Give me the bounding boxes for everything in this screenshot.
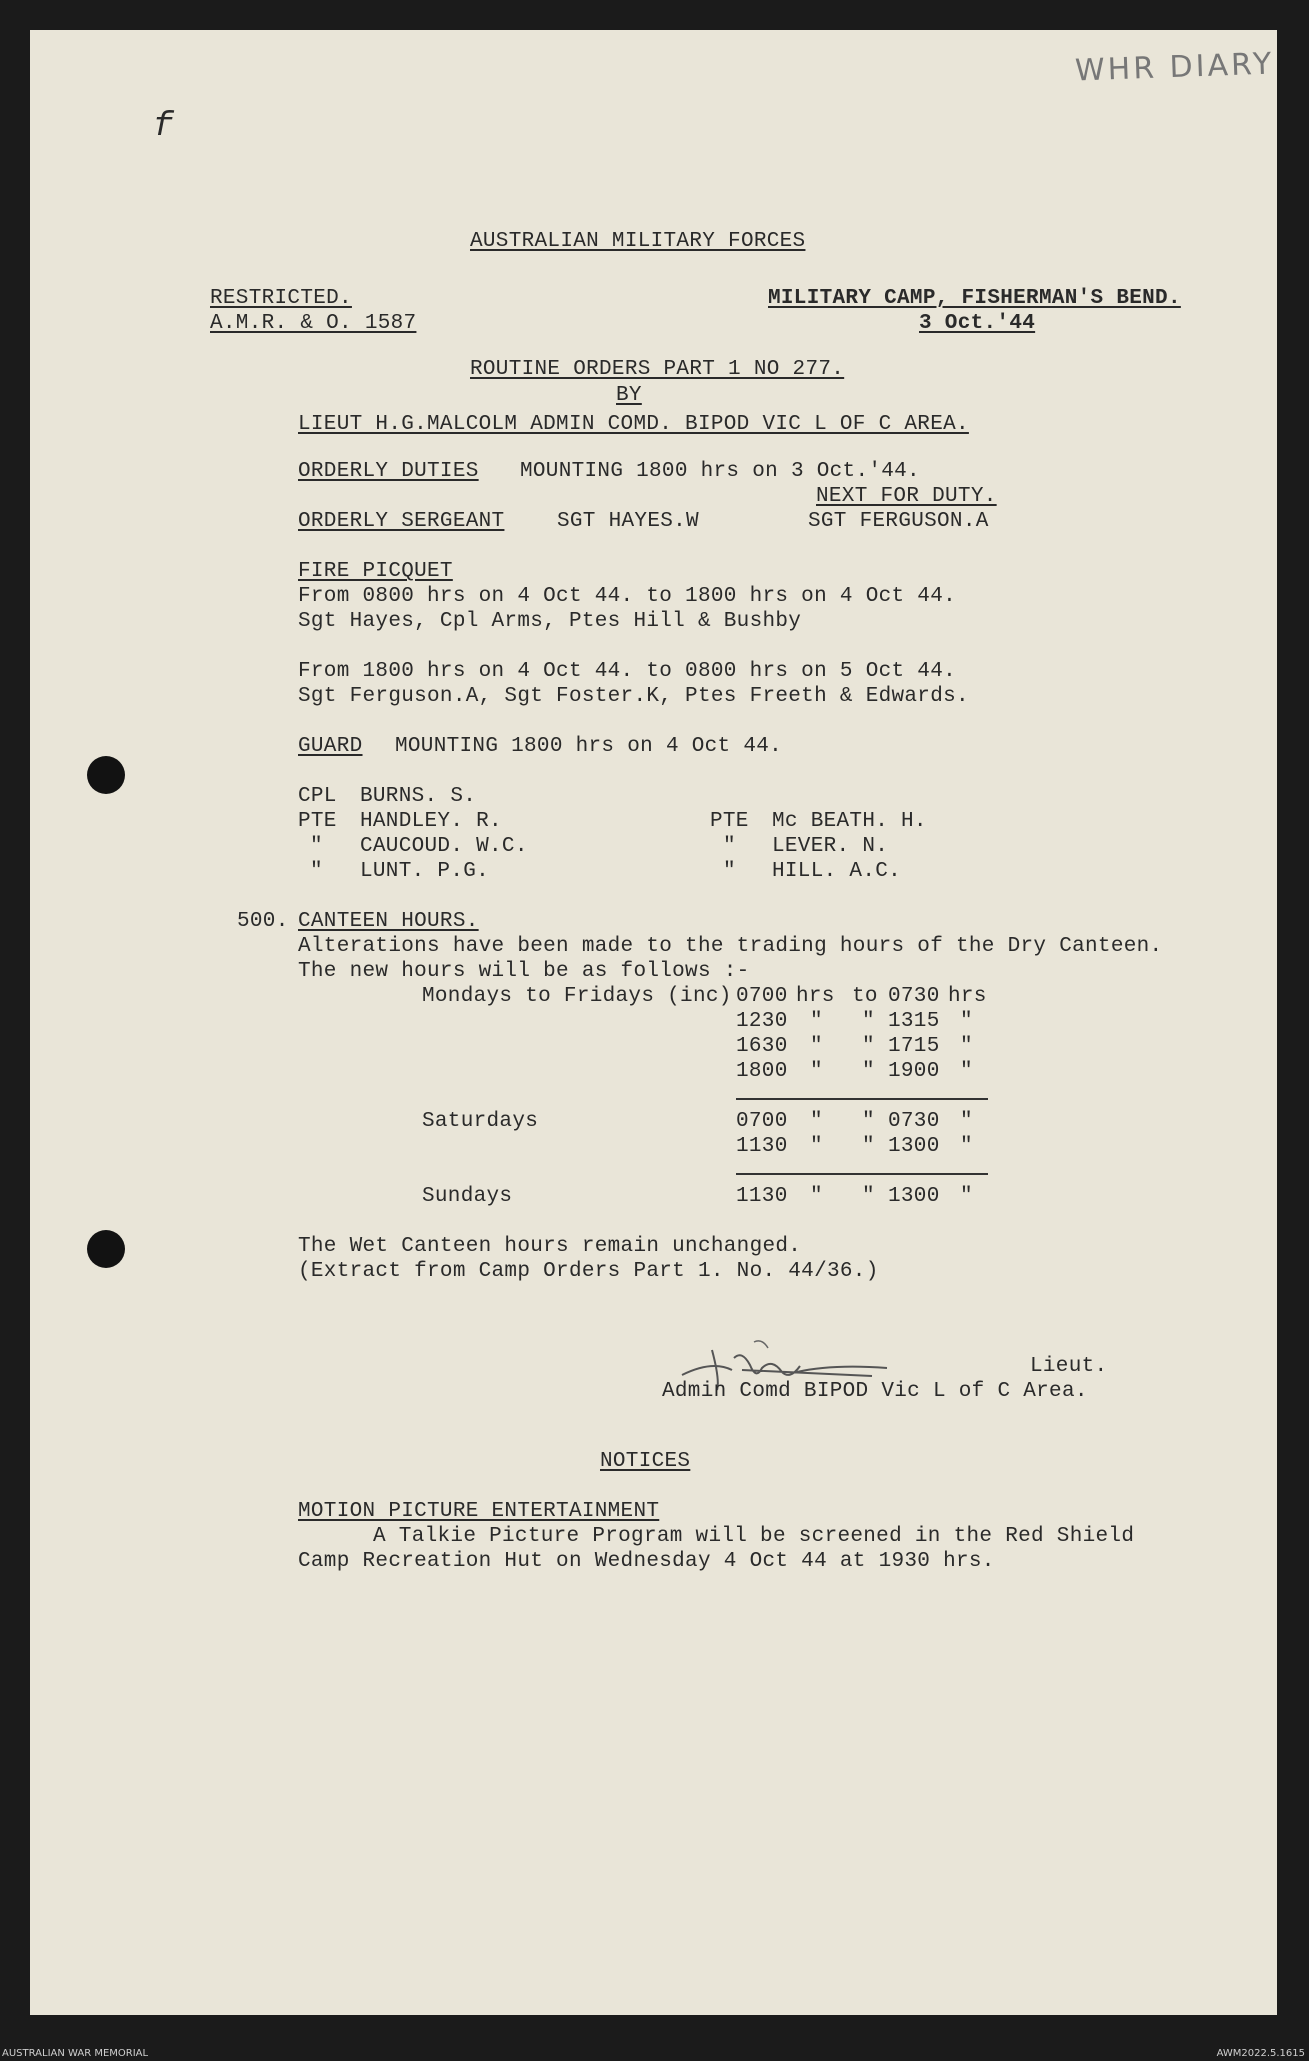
saturday-label: Saturdays (422, 1110, 539, 1133)
hours-to-word: " (862, 1185, 875, 1208)
hours-unit: " (960, 1035, 973, 1058)
next-for-duty-label: NEXT FOR DUTY. (816, 485, 997, 508)
guard-name: Mc BEATH. H. (772, 810, 927, 833)
canteen-line1: Alterations have been made to the trading hours of the Dry Canteen. (298, 935, 1163, 958)
guard-rank: CPL (298, 785, 337, 808)
document-title: AUSTRALIAN MILITARY FORCES (470, 230, 806, 253)
hours-from: 1130 (736, 1135, 788, 1158)
hours-sep: " (810, 1185, 823, 1208)
hours-sep: " (810, 1135, 823, 1158)
item-number: 500. (237, 910, 289, 933)
hours-divider (736, 1173, 988, 1175)
hours-unit: " (960, 1110, 973, 1133)
hours-to-word: " (862, 1135, 875, 1158)
orders-title: ROUTINE ORDERS PART 1 NO 277. (470, 358, 845, 381)
hours-unit: " (960, 1010, 973, 1033)
canteen-hours-label: CANTEEN HOURS. (298, 910, 479, 933)
camp-location: MILITARY CAMP, FISHERMAN'S BEND. (768, 287, 1181, 310)
signature-rank: Lieut. (1030, 1355, 1108, 1378)
hours-sep: " (810, 1110, 823, 1133)
guard-rank: " (310, 835, 323, 858)
signature-title: Admin Comd BIPOD Vic L of C Area. (662, 1380, 1088, 1403)
orderly-sergeant-next: SGT FERGUSON.A (808, 510, 989, 533)
guard-text: MOUNTING 1800 hrs on 4 Oct 44. (395, 735, 783, 758)
margin-mark: f (153, 108, 174, 146)
guard-name: HANDLEY. R. (360, 810, 502, 833)
hours-to-word: " (862, 1060, 875, 1083)
orders-commander: LIEUT H.G.MALCOLM ADMIN COMD. BIPOD VIC L OF C AREA. (298, 413, 969, 436)
guard-name: HILL. A.C. (772, 860, 902, 883)
hours-from: 1800 (736, 1060, 788, 1083)
guard-rank: PTE (298, 810, 337, 833)
punch-hole-bottom (87, 1230, 125, 1268)
notices-heading: NOTICES (600, 1450, 691, 1473)
guard-name: BURNS. S. (360, 785, 477, 808)
hours-unit: " (960, 1060, 973, 1083)
fire-picquet-shift1-time: From 0800 hrs on 4 Oct 44. to 1800 hrs on 4 Oct 44. (298, 585, 957, 608)
orderly-sergeant-current: SGT HAYES.W (557, 510, 699, 533)
hours-to-word: " (862, 1110, 875, 1133)
orders-by: BY (616, 384, 642, 407)
canteen-line2: The new hours will be as follows :- (298, 960, 750, 983)
guard-label: GUARD (298, 735, 363, 758)
document-date: 3 Oct.'44 (919, 312, 1036, 335)
hours-to: 1715 (888, 1035, 940, 1058)
hours-from: 1130 (736, 1185, 788, 1208)
hours-to-word: " (862, 1035, 875, 1058)
hours-divider (736, 1098, 988, 1100)
wet-canteen-line: The Wet Canteen hours remain unchanged. (298, 1235, 802, 1258)
guard-name: LEVER. N. (772, 835, 889, 858)
reference-number: A.M.R. & O. 1587 (210, 312, 417, 335)
hours-to: 1900 (888, 1060, 940, 1083)
hours-to: 1300 (888, 1185, 940, 1208)
footer-right: AWM2022.5.1615 (1216, 2048, 1305, 2059)
hours-to: 0730 (888, 1110, 940, 1133)
hours-sep: " (810, 1060, 823, 1083)
fire-picquet-shift2-names: Sgt Ferguson.A, Sgt Foster.K, Ptes Freeth & Edwards. (298, 685, 969, 708)
hours-from: 1630 (736, 1035, 788, 1058)
notice-line1: A Talkie Picture Program will be screened in the Red Shield (373, 1525, 1135, 1548)
hours-unit: " (960, 1135, 973, 1158)
hours-to: 0730 (888, 985, 940, 1008)
hours-to-word: to (852, 985, 878, 1008)
hours-sep: " (810, 1035, 823, 1058)
orderly-duties-label: ORDERLY DUTIES (298, 460, 479, 483)
orderly-duties-text: MOUNTING 1800 hrs on 3 Oct.'44. (520, 460, 920, 483)
hours-sep: " (810, 1010, 823, 1033)
guard-name: CAUCOUD. W.C. (360, 835, 528, 858)
hours-to: 1315 (888, 1010, 940, 1033)
punch-hole-top (87, 756, 125, 794)
hours-unit: hrs (948, 985, 987, 1008)
guard-rank: " (723, 835, 736, 858)
handwritten-annotation: WHR DIARY (1074, 46, 1275, 89)
footer-left: AUSTRALIAN WAR MEMORIAL (2, 2048, 149, 2059)
notice-line2: Camp Recreation Hut on Wednesday 4 Oct 44 at 1930 hrs. (298, 1550, 995, 1573)
fire-picquet-shift2-time: From 1800 hrs on 4 Oct 44. to 0800 hrs on 5 Oct 44. (298, 660, 957, 683)
fire-picquet-label: FIRE PICQUET (298, 560, 453, 583)
orderly-sergeant-label: ORDERLY SERGEANT (298, 510, 505, 533)
extract-line: (Extract from Camp Orders Part 1. No. 44/36.) (298, 1260, 879, 1283)
hours-to-word: " (862, 1010, 875, 1033)
sunday-label: Sundays (422, 1185, 513, 1208)
hours-to: 1300 (888, 1135, 940, 1158)
guard-name: LUNT. P.G. (360, 860, 490, 883)
weekday-label: Mondays to Fridays (inc) (422, 985, 732, 1008)
hours-from: 0700 (736, 985, 788, 1008)
guard-rank: PTE (710, 810, 749, 833)
hours-from: 1230 (736, 1010, 788, 1033)
hours-unit: " (960, 1185, 973, 1208)
hours-sep: hrs (796, 985, 835, 1008)
guard-rank: " (723, 860, 736, 883)
restricted-label: RESTRICTED. (210, 287, 352, 310)
notices-subheading: MOTION PICTURE ENTERTAINMENT (298, 1500, 660, 1523)
hours-from: 0700 (736, 1110, 788, 1133)
document-page (30, 30, 1277, 2015)
fire-picquet-shift1-names: Sgt Hayes, Cpl Arms, Ptes Hill & Bushby (298, 610, 802, 633)
guard-rank: " (310, 860, 323, 883)
